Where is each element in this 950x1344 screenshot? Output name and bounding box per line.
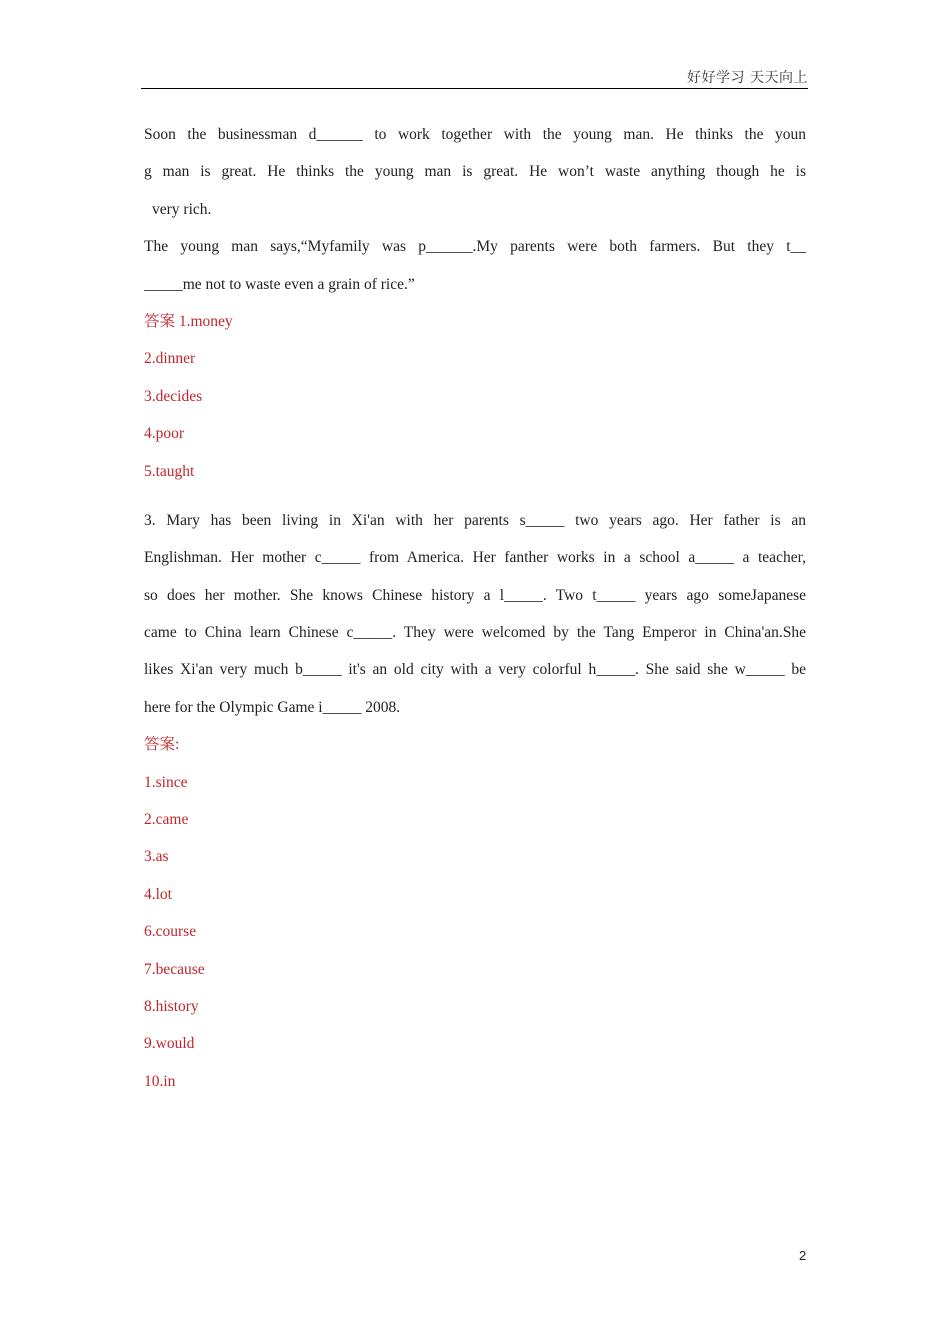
answer-item: 1.since — [144, 773, 188, 791]
passage-line: _____me not to waste even a grain of rice.” — [144, 275, 415, 293]
passage-line: Soon the businessman d______ to work together with the young man. He thinks the youn — [144, 126, 806, 143]
answer-item: 2.came — [144, 811, 189, 829]
exercise-line: Englishman. Her mother c_____ from America. Her fanther works in a school a_____ a teacher, — [144, 549, 806, 567]
answer-item: 10.in — [144, 1072, 176, 1090]
answer-item: 3.decides — [144, 387, 203, 405]
answer-item: 4.lot — [144, 885, 172, 903]
exercise-line: here for the Olympic Game i_____ 2008. — [144, 698, 401, 716]
answer-list-1 — [144, 303, 806, 490]
exercise-line: so does her mother. She knows Chinese history a l_____. Two t_____ years ago someJapanese — [144, 586, 806, 604]
exercise-line: likes Xi'an very much b_____ it's an old city with a very colorful h_____. She said she w_____ be — [144, 661, 806, 679]
answer-item: 4.poor — [144, 425, 185, 443]
page-number: 2 — [799, 1248, 807, 1263]
answer-label: 答案: — [144, 736, 180, 754]
exercise-line: 3. Mary has been living in Xi'an with her parents s_____ two years ago. Her father is an — [144, 511, 806, 529]
answer-item: 答案 1.money — [144, 312, 233, 330]
passage-line: very rich. — [152, 200, 212, 218]
passage-line: The young man says,“Myfamily was p______.My parents were both farmers. But they t__ — [144, 238, 806, 256]
passage-continuation — [144, 116, 806, 303]
page-header-title: 好好学习 天天向上 — [687, 70, 808, 86]
answer-item: 6.course — [144, 923, 197, 941]
answer-list-3 — [144, 726, 806, 1100]
exercise-line: came to China learn Chinese c_____. They were welcomed by the Tang Emperor in China'an.She — [144, 624, 806, 642]
header-divider — [141, 88, 808, 89]
answer-item: 8.history — [144, 997, 199, 1015]
answer-item: 3.as — [144, 848, 169, 866]
passage-line: g man is great. He thinks the young man is great. He won’t waste anything though he is — [144, 163, 806, 181]
document-body — [144, 116, 806, 1100]
answer-item: 2.dinner — [144, 350, 196, 368]
answer-item: 7.because — [144, 960, 205, 978]
answer-item: 9.would — [144, 1035, 195, 1053]
exercise-3-passage — [144, 502, 806, 726]
answer-item: 5.taught — [144, 462, 195, 480]
section-spacer — [144, 490, 806, 502]
